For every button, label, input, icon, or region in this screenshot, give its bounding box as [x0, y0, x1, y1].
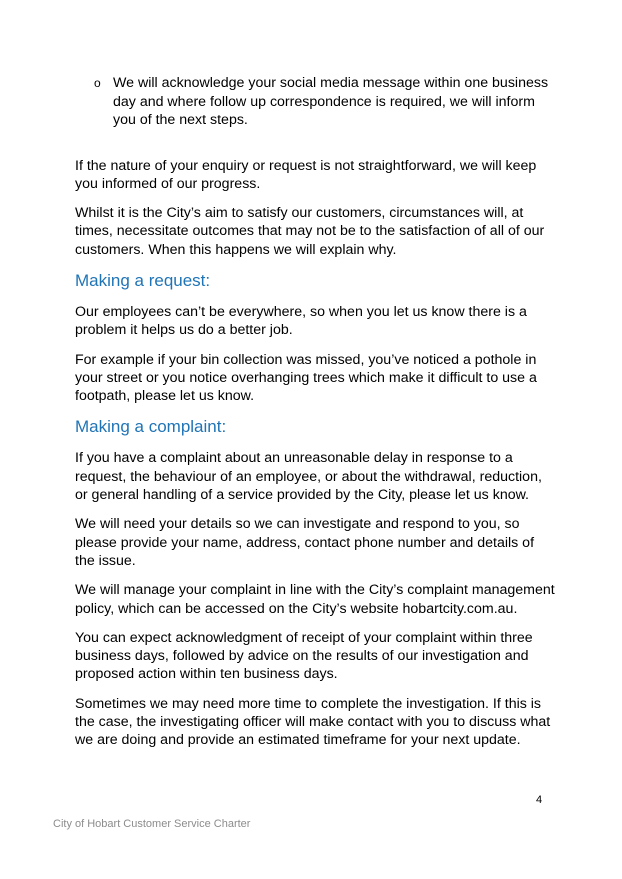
paragraph: If you have a complaint about an unreasonable delay in response to a request, the behaviour of an employee, or about the withdrawal, reduction, or general handling of a service provided by the City, please let us know. — [75, 450, 542, 504]
page-footer: City of Hobart Customer Service Charter — [53, 818, 251, 830]
paragraph: Sometimes we may need more time to complete the investigation. If this is the case, the investigating officer will make contact with you to discuss what we are doing and provide an estimated timeframe for your next update. — [75, 695, 551, 749]
section-heading-request: Making a request: — [75, 270, 211, 290]
page-number: 4 — [536, 794, 543, 806]
paragraph: Our employees can’t be everywhere, so when you let us know there is a problem it helps us do a better job. — [75, 303, 527, 339]
paragraph: You can expect acknowledgment of receipt of your complaint within three business days, followed by advice on the results of our investigation and proposed action within ten business days. — [75, 629, 533, 683]
paragraph: We will need your details so we can investigate and respond to you, so please provide your name, address, contact phone number and details of the issue. — [75, 516, 535, 569]
bullet-text: We will acknowledge your social media message within one business day and where follow up correspondence is required, we will inform you of the next steps. — [113, 75, 549, 128]
bullet-item — [75, 74, 555, 130]
page-content — [75, 74, 555, 761]
paragraph: We will manage your complaint in line with the City’s complaint management policy, which can be accessed on the City’s website hobartcity.com.au. — [75, 582, 555, 617]
paragraph: For example if your bin collection was missed, you’ve noticed a pothole in your street or you notice overhanging trees which make it difficult to use a footpath, please let us know. — [75, 351, 537, 405]
section-heading-complaint: Making a complaint: — [75, 417, 227, 437]
paragraph: Whilst it is the City’s aim to satisfy our customers, circumstances will, at times, necessitate outcomes that may not be to the satisfaction of all of our customers. When this happens we will explain why. — [75, 205, 545, 258]
hollow-bullet-icon: o — [94, 76, 101, 90]
paragraph: If the nature of your enquiry or request is not straightforward, we will keep you informed of our progress. — [75, 157, 537, 192]
